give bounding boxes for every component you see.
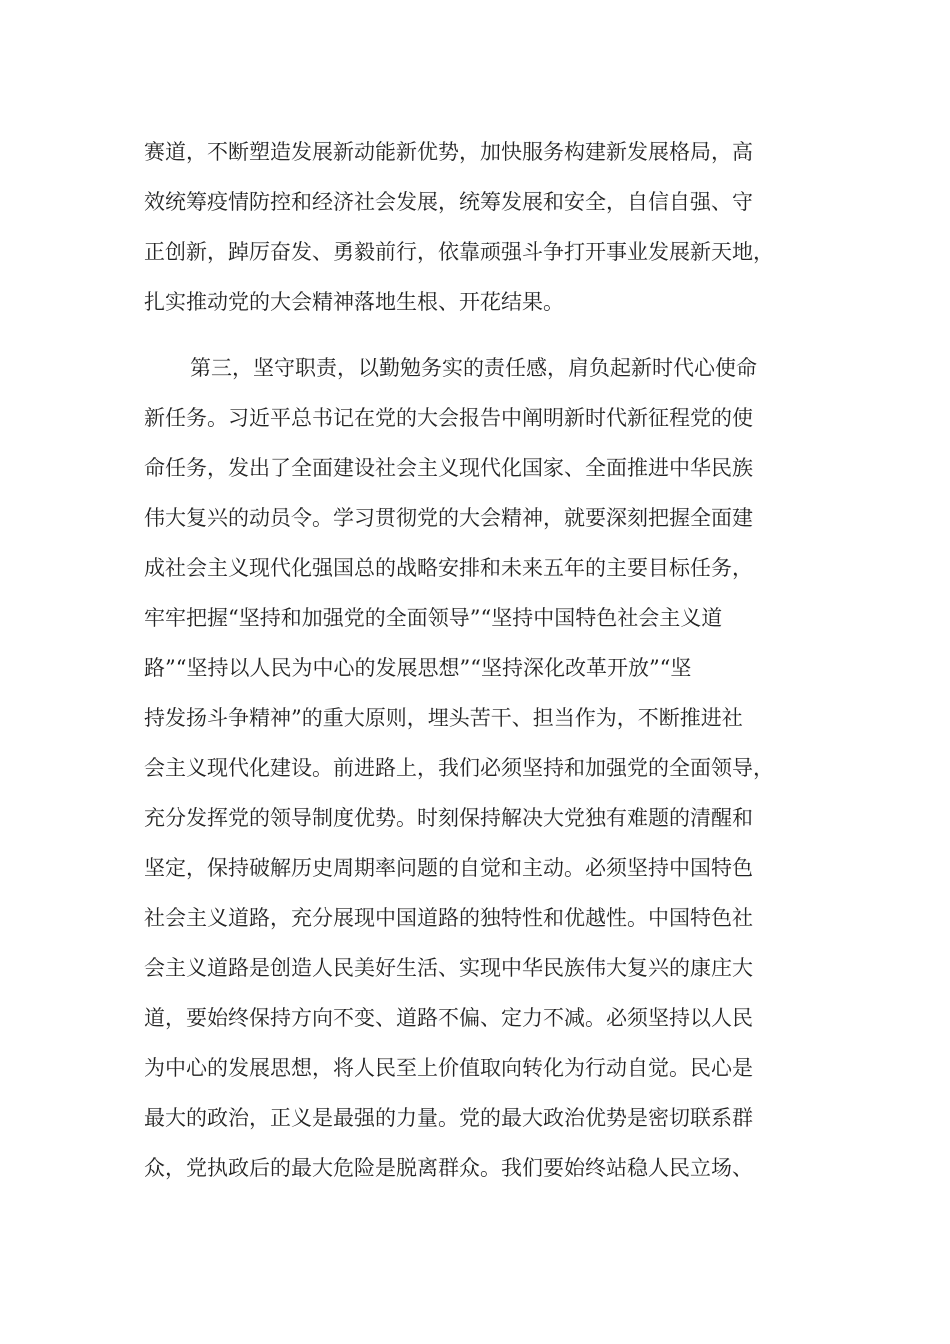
- text-line: 坚定，保持破解历史周期率问题的自觉和主动。必须坚持中国特色: [144, 856, 753, 880]
- text-line: 新任务。习近平总书记在党的大会报告中阐明新时代新征程党的使: [144, 406, 753, 430]
- text-line: 成社会主义现代化强国总的战略安排和未来五年的主要目标任务，: [144, 556, 753, 580]
- text-line: 伟大复兴的动员令。学习贯彻党的大会精神，就要深刻把握全面建: [144, 506, 753, 530]
- text-line: 扎实推动党的大会精神落地生根、开花结果。: [144, 290, 564, 314]
- text-line: 路”“坚持以人民为中心的发展思想”“坚持深化改革开放”“坚: [144, 656, 692, 680]
- text-line: 会主义现代化建设。前进路上，我们必须坚持和加强党的全面领导，: [144, 756, 774, 780]
- text-line: 最大的政治，正义是最强的力量。党的最大政治优势是密切联系群: [144, 1106, 753, 1130]
- text-line: 命任务，发出了全面建设社会主义现代化国家、全面推进中华民族: [144, 456, 753, 480]
- text-line: 充分发挥党的领导制度优势。时刻保持解决大党独有难题的清醒和: [144, 806, 753, 830]
- text-line: 效统筹疫情防控和经济社会发展，统筹发展和安全，自信自强、守: [144, 190, 753, 214]
- text-line: 持发扬斗争精神”的重大原则，埋头苦干、担当作为，不断推进社: [144, 706, 743, 730]
- text-line: 为中心的发展思想，将人民至上价值取向转化为行动自觉。民心是: [144, 1056, 753, 1080]
- text-line: 会主义道路是创造人民美好生活、实现中华民族伟大复兴的康庄大: [144, 956, 753, 980]
- text-line: 牢牢把握“坚持和加强党的全面领导”“坚持中国特色社会主义道: [144, 606, 723, 630]
- paragraph-first-line: 第三，坚守职责，以勤勉务实的责任感，肩负起新时代心使命: [190, 356, 757, 380]
- text-line: 众，党执政后的最大危险是脱离群众。我们要始终站稳人民立场、: [144, 1156, 753, 1180]
- text-line: 正创新，踔厉奋发、勇毅前行，依靠顽强斗争打开事业发展新天地，: [144, 240, 774, 264]
- text-line: 赛道，不断塑造发展新动能新优势，加快服务构建新发展格局，高: [144, 140, 753, 164]
- text-line: 道，要始终保持方向不变、道路不偏、定力不减。必须坚持以人民: [144, 1006, 753, 1030]
- text-line: 社会主义道路，充分展现中国道路的独特性和优越性。中国特色社: [144, 906, 753, 930]
